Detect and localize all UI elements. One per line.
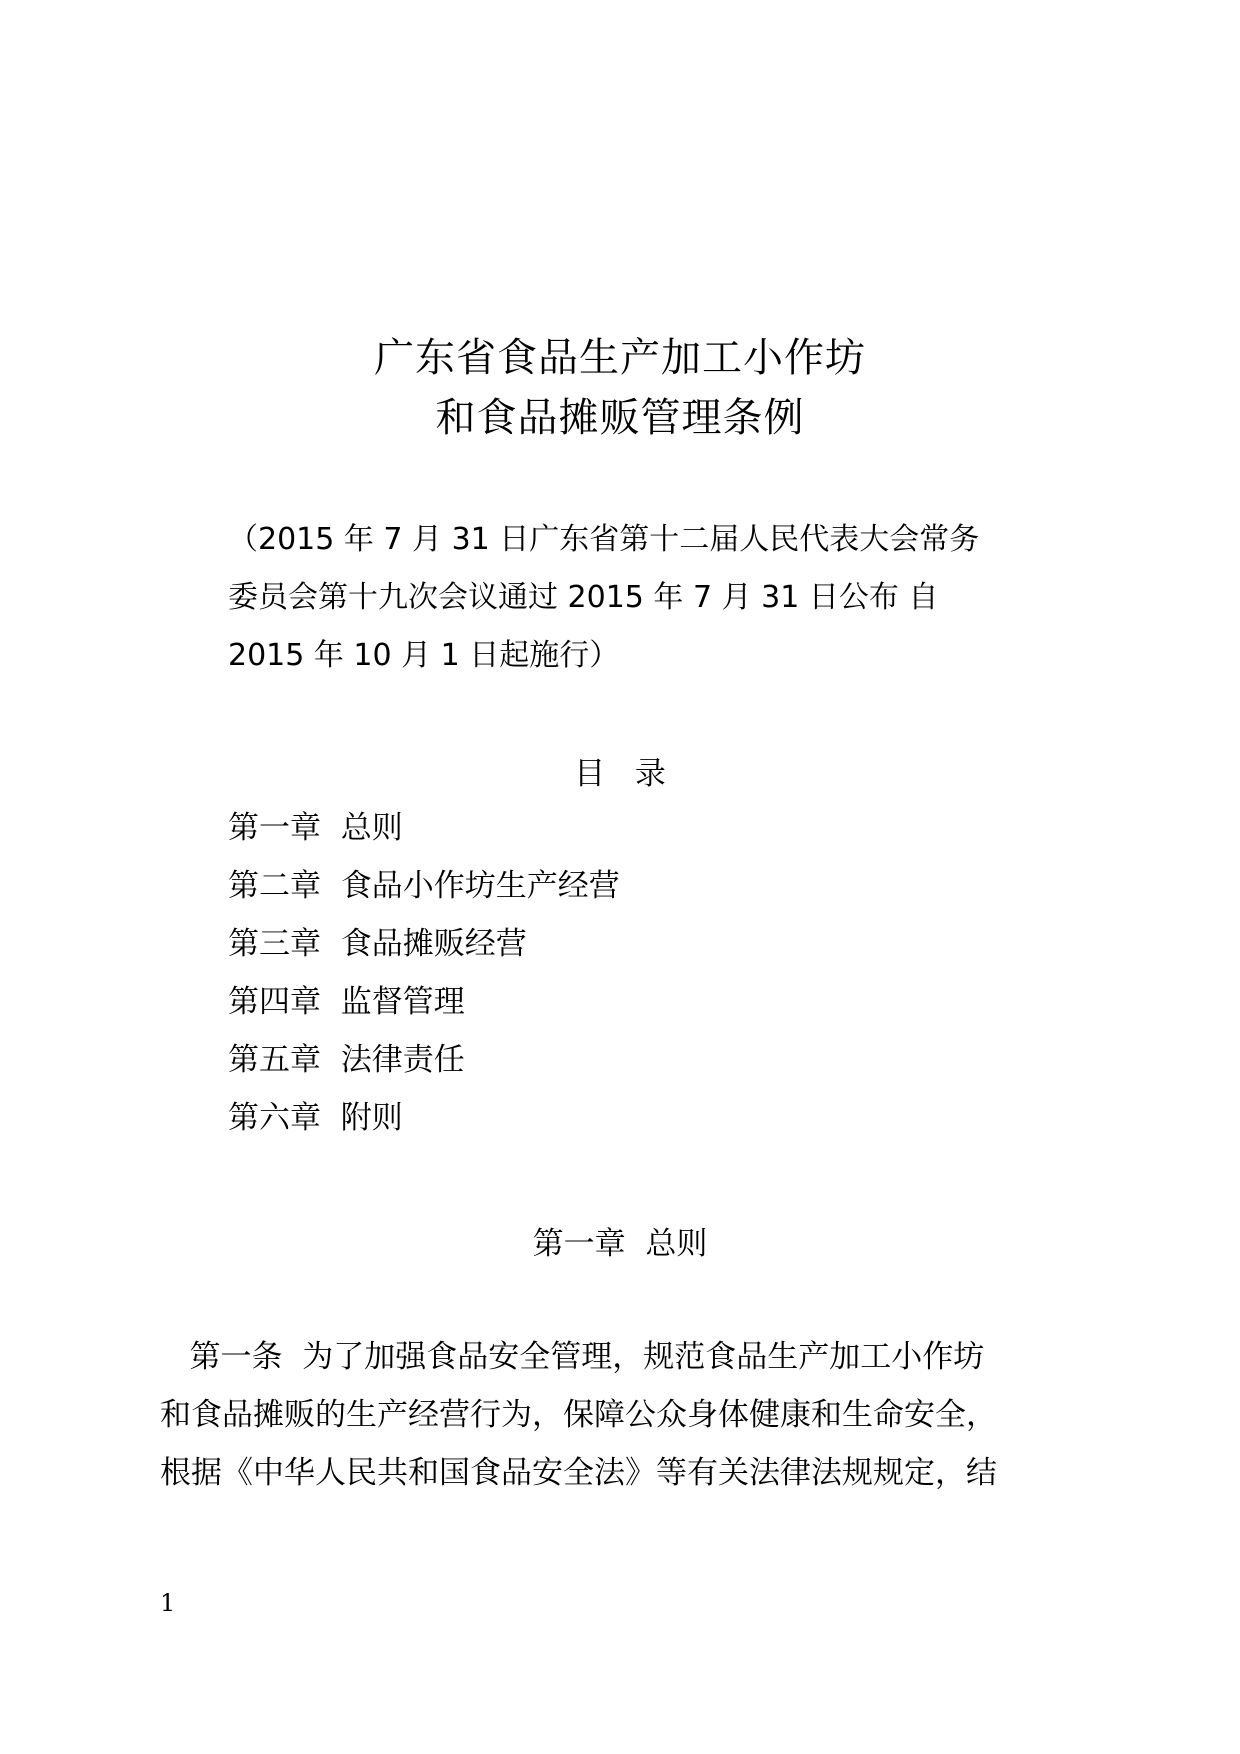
toc-item [228, 1096, 620, 1154]
toc-chapter-name: 法律责任 [340, 1042, 465, 1078]
document-title-line-1: 广东省食品生产加工小作坊 [374, 335, 866, 381]
toc-item [228, 980, 620, 1038]
adoption-note-line: （2015 年 7 月 31 日广东省第十二届人民代表大会常务 [228, 522, 980, 557]
toc-item [228, 1038, 620, 1096]
toc-item [228, 864, 620, 922]
chapter-heading: 第一章 总则 [532, 1226, 708, 1262]
adoption-note [228, 511, 1078, 685]
toc-item [228, 806, 620, 864]
toc-chapter-name: 附则 [340, 1100, 403, 1136]
toc-chapter-name: 食品小作坊生产经营 [340, 868, 620, 904]
article-line: 和食品摊贩的生产经营行为，保障公众身体健康和生命安全， [160, 1397, 997, 1433]
toc-chapter-number: 第一章 [228, 810, 321, 846]
toc-item [228, 922, 620, 980]
page-number: 1 [160, 1589, 176, 1617]
adoption-note-line: 委员会第十九次会议通过 2015 年 7 月 31 日公布 自 [228, 580, 939, 615]
toc-chapter-number: 第五章 [228, 1042, 321, 1078]
toc-chapter-number: 第二章 [228, 868, 321, 904]
toc-chapter-name: 食品摊贩经营 [340, 926, 527, 962]
toc-chapter-number: 第四章 [228, 984, 321, 1020]
article-text [160, 1328, 1090, 1502]
toc-chapter-number: 第六章 [228, 1100, 321, 1136]
toc-chapter-name: 总则 [340, 810, 403, 846]
toc-chapter-number: 第三章 [228, 926, 321, 962]
adoption-note-line: 2015 年 10 月 1 日起施行） [228, 638, 620, 673]
document-title-line-2: 和食品摊贩管理条例 [435, 395, 805, 441]
toc-chapter-name: 监督管理 [340, 984, 465, 1020]
article-line: 根据《中华人民共和国食品安全法》等有关法律法规规定，结 [160, 1455, 997, 1491]
article-line: 第一条 为了加强食品安全管理，规范食品生产加工小作坊 [160, 1339, 985, 1375]
table-of-contents [228, 806, 620, 1154]
toc-heading: 目 录 [574, 756, 666, 792]
